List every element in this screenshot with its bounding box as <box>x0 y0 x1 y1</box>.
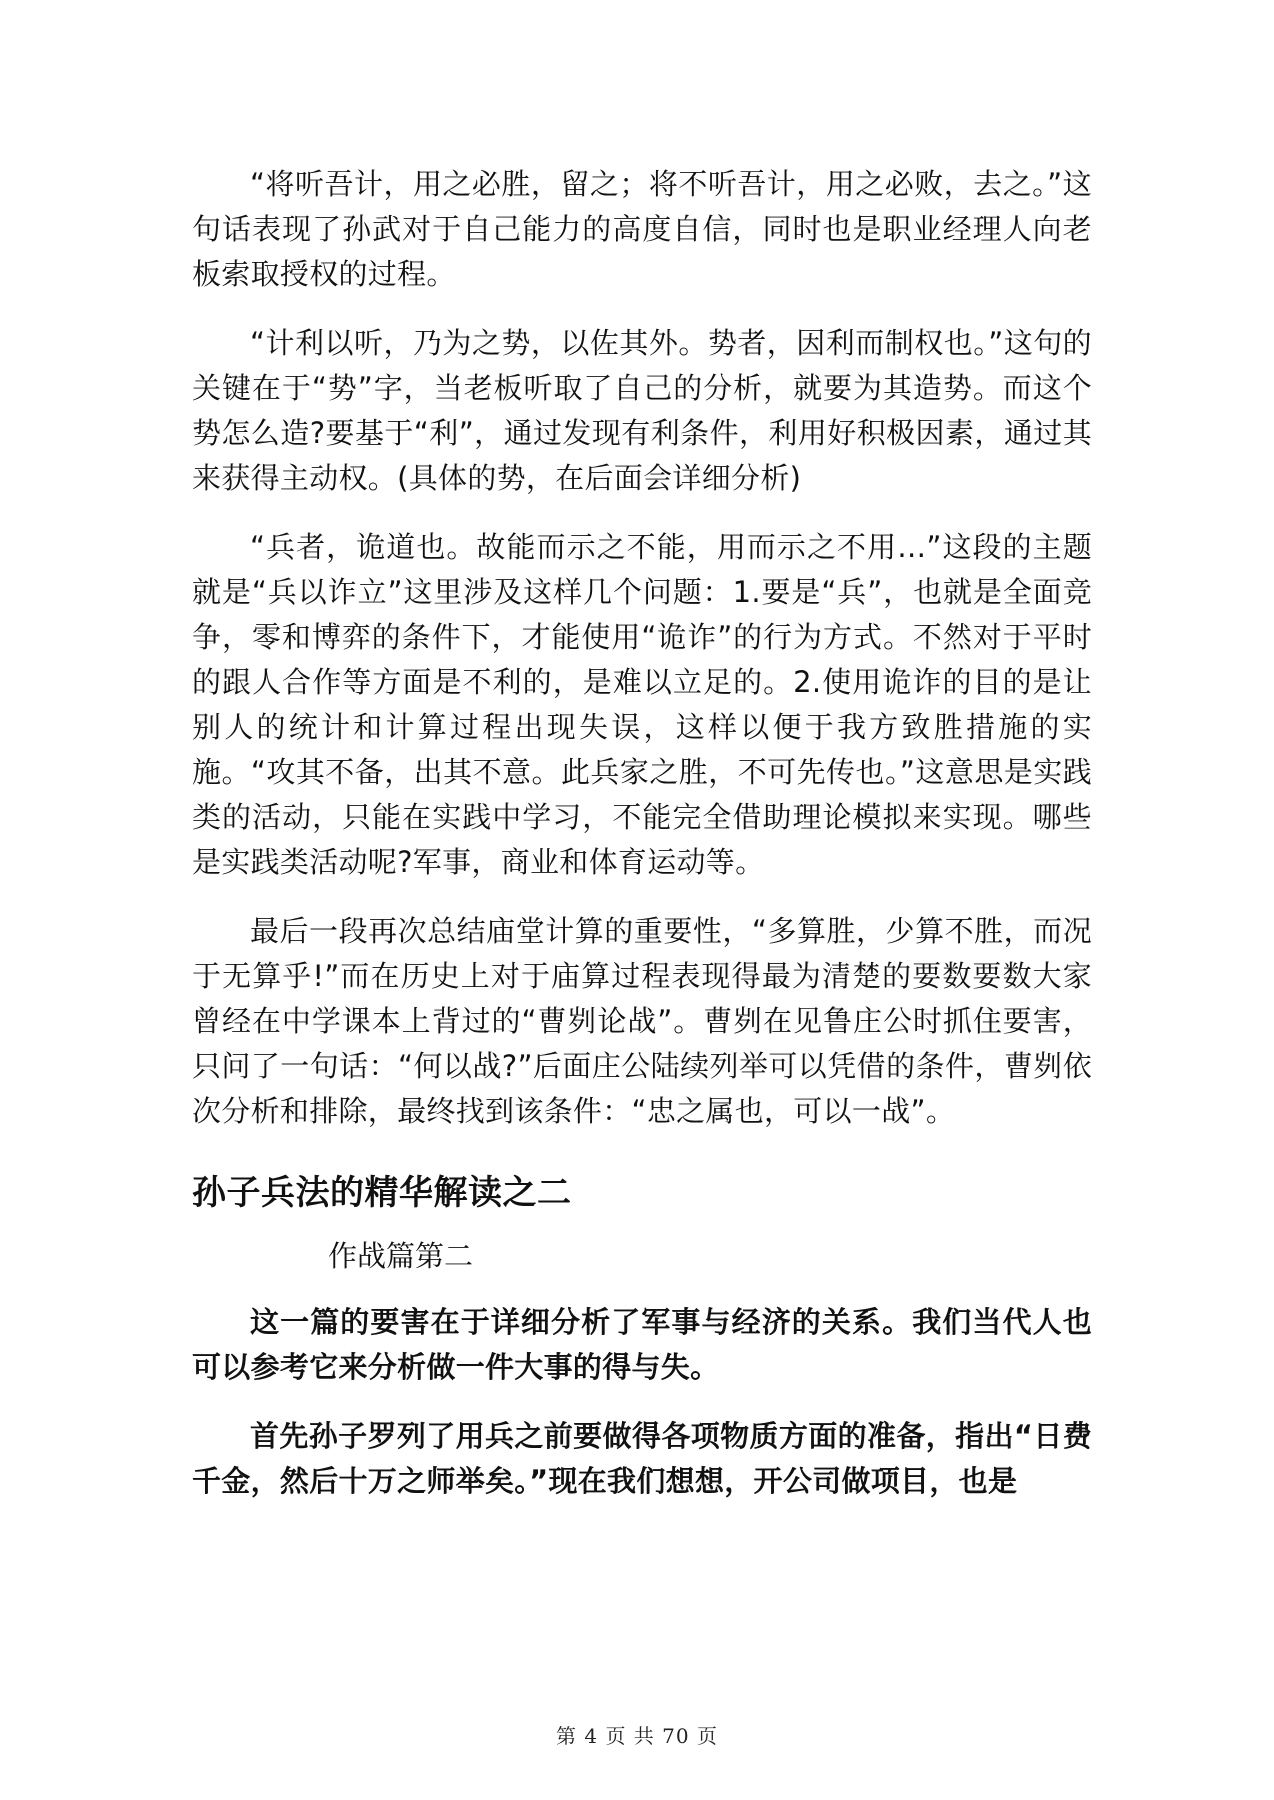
paragraph-4: 最后一段再次总结庙堂计算的重要性，“多算胜，少算不胜，而况于无算乎!”而在历史上对于庙算过程表现得最为清楚的要数要数大家曾经在中学课本上背过的“曹刿论战”。曹刿在见鲁庄公时抓住要害，只问了一句话：“何以战?”后面庄公陆续列举可以凭借的条件，曹刿依次分析和排除，最终找到该条件：“忠之属也，可以一战”。 <box>192 914 1092 1128</box>
paragraph-6: 首先孙子罗列了用兵之前要做得各项物质方面的准备，指出“日费千金，然后十万之师举矣。”现在我们想想，开公司做项目，也是 <box>192 1419 1092 1498</box>
page-content <box>192 162 1092 1528</box>
paragraph-5: 这一篇的要害在于详细分析了军事与经济的关系。我们当代人也可以参考它来分析做一件大事的得与失。 <box>192 1305 1092 1384</box>
section-title: 孙子兵法的精华解读之二 <box>192 1173 572 1213</box>
paragraph-3: “兵者，诡道也。故能而示之不能，用而示之不用…”这段的主题就是“兵以诈立”这里涉及这样几个问题：1.要是“兵”，也就是全面竞争，零和博弈的条件下，才能使用“诡诈”的行为方式。不然对于平时的跟人合作等方面是不利的，是难以立足的。2.使用诡诈的目的是让别人的统计和计算过程出现失误，这样以便于我方致胜措施的实施。“攻其不备，出其不意。此兵家之胜，不可先传也。”这意思是实践类的活动，只能在实践中学习，不能完全借助理论模拟来实现。哪些是实践类活动呢?军事，商业和体育运动等。 <box>192 530 1092 879</box>
page-number-footer: 第 4 页 共 70 页 <box>556 1724 718 1748</box>
paragraph-2: “计利以听，乃为之势，以佐其外。势者，因利而制权也。”这句的关键在于“势”字，当老板听取了自己的分析，就要为其造势。而这个势怎么造?要基于“利”，通过发现有利条件，利用好积极因素，通过其来获得主动权。(具体的势，在后面会详细分析) <box>192 326 1092 495</box>
chapter-subtitle: 作战篇第二 <box>328 1239 474 1273</box>
paragraph-1: “将听吾计，用之必胜，留之；将不听吾计，用之必败，去之。”这句话表现了孙武对于自己能力的高度自信，同时也是职业经理人向老板索取授权的过程。 <box>192 167 1092 291</box>
